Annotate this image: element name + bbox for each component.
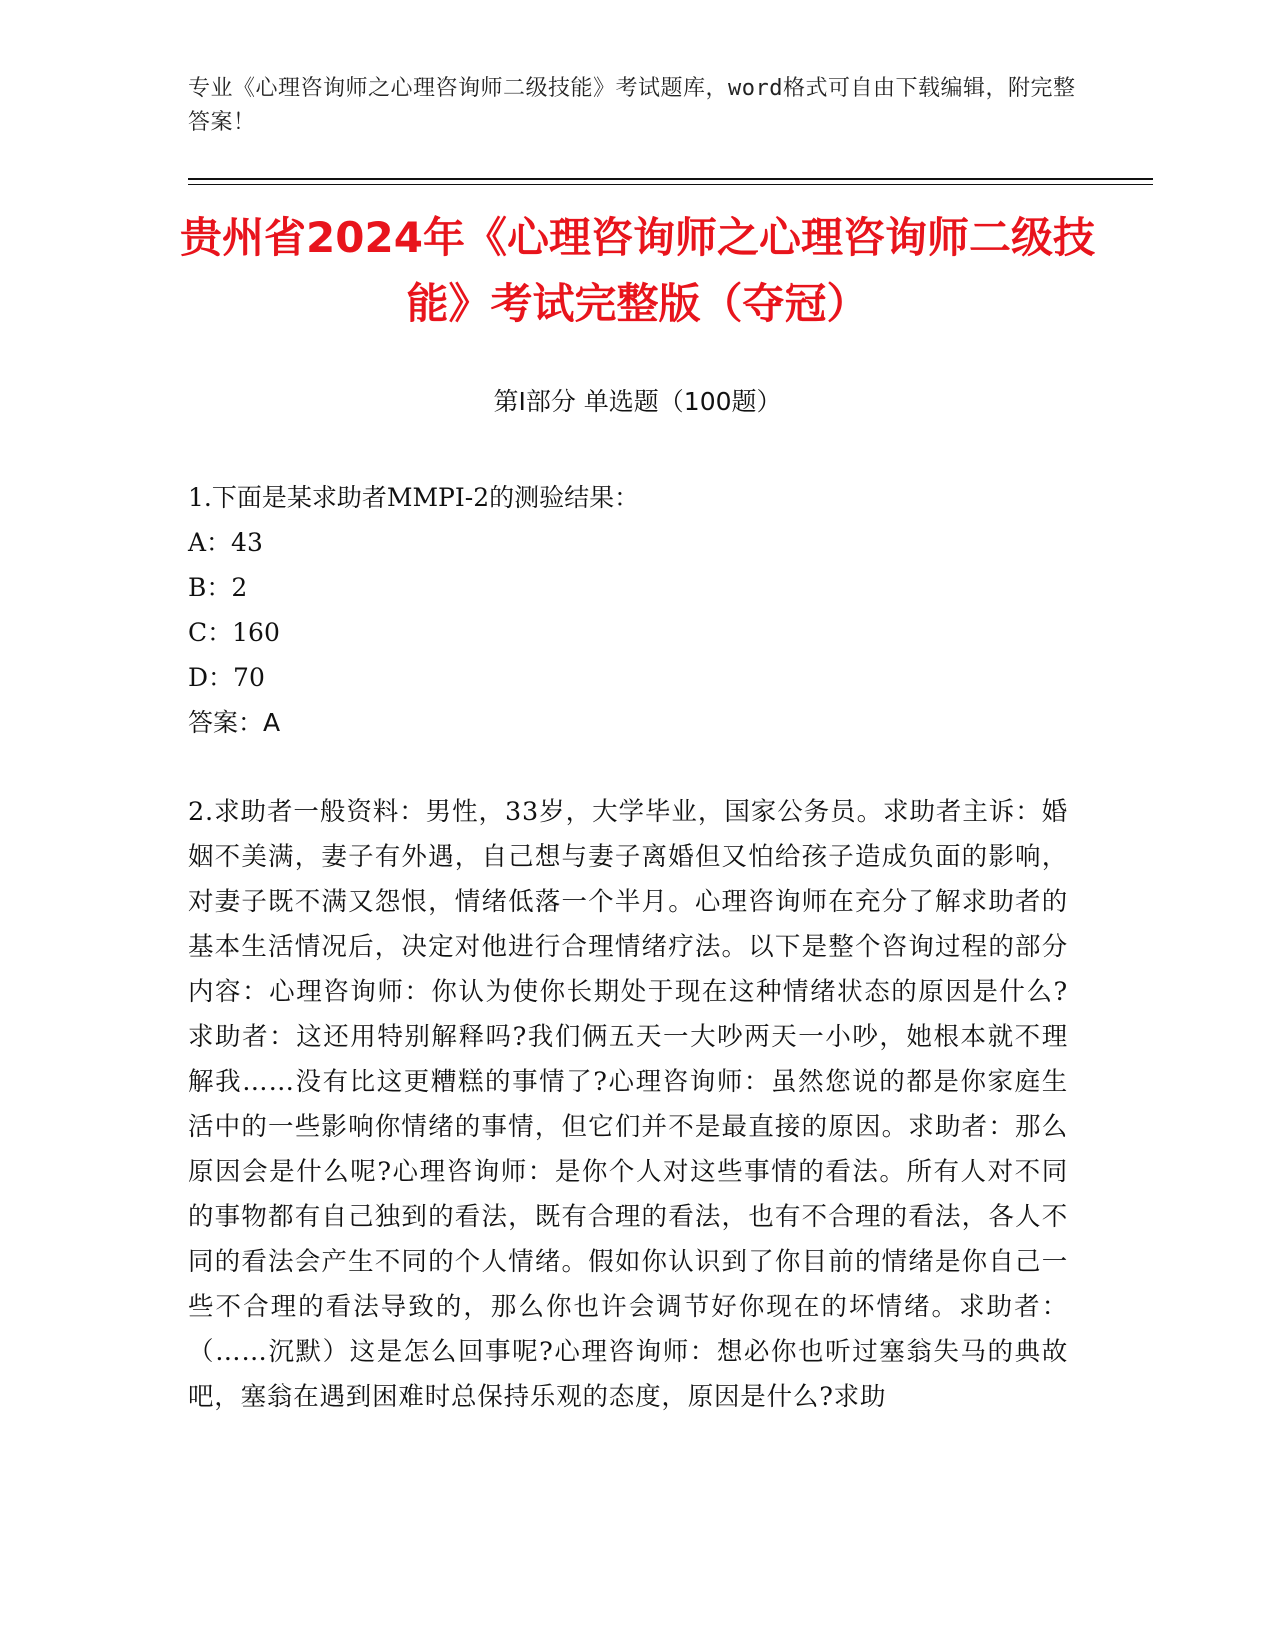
header-divider-thick xyxy=(188,178,1153,180)
answer-line: 答案：A xyxy=(188,708,281,737)
option-c: C：160 xyxy=(188,618,280,647)
question-stem: 2.求助者一般资料：男性，33岁，大学毕业，国家公务员。求助者主诉：婚姻不美满，妻子有外遇，自己想与妻子离婚但又怕给孩子造成负面的影响，对妻子既不满又怨恨，情绪低落一个半月。心理咨询师在充分了解求助者的基本生活情况后，决定对他进行合理情绪疗法。以下是整个咨询过程的部分内容：心理咨询师：你认为使你长期处于现在这种情绪状态的原因是什么?求助者：这还用特别解释吗?我们俩五天一大吵两天一小吵，她根本就不理解我……没有比这更糟糕的事情了?心理咨询师：虽然您说的都是你家庭生活中的一些影响你情绪的事情，但它们并不是最直接的原因。求助者：那么原因会是什么呢?心理咨询师：是你个人对这些事情的看法。所有人对不同的事物都有自己独到的看法，既有合理的看法，也有不合理的看法，各人不同的看法会产生不同的个人情绪。假如你认识到了你目前的情绪是你自己一些不合理的看法导致的，那么你也许会调节好你现在的坏情绪。求助者：（……沉默）这是怎么回事呢?心理咨询师：想必你也听过塞翁失马的典故吧，塞翁在遇到困难时总保持乐观的态度，原因是什么?求助 xyxy=(188,797,1068,1412)
question-2 xyxy=(188,790,1068,1420)
header-divider-thin xyxy=(188,184,1153,185)
option-b: B：2 xyxy=(188,573,248,602)
header-note: 专业《心理咨询师之心理咨询师二级技能》考试题库，word格式可自由下载编辑，附完整答案！ xyxy=(188,76,1076,135)
option-a: A：43 xyxy=(188,528,263,557)
option-d: D：70 xyxy=(188,663,265,692)
section-heading: 第I部分 单选题（100题） xyxy=(493,387,782,416)
document-title: 贵州省2024年《心理咨询师之心理咨询师二级技能》考试完整版（夺冠） xyxy=(180,213,1095,328)
question-stem: 1.下面是某求助者MMPI-2的测验结果： xyxy=(188,483,640,512)
question-1 xyxy=(188,475,1068,745)
